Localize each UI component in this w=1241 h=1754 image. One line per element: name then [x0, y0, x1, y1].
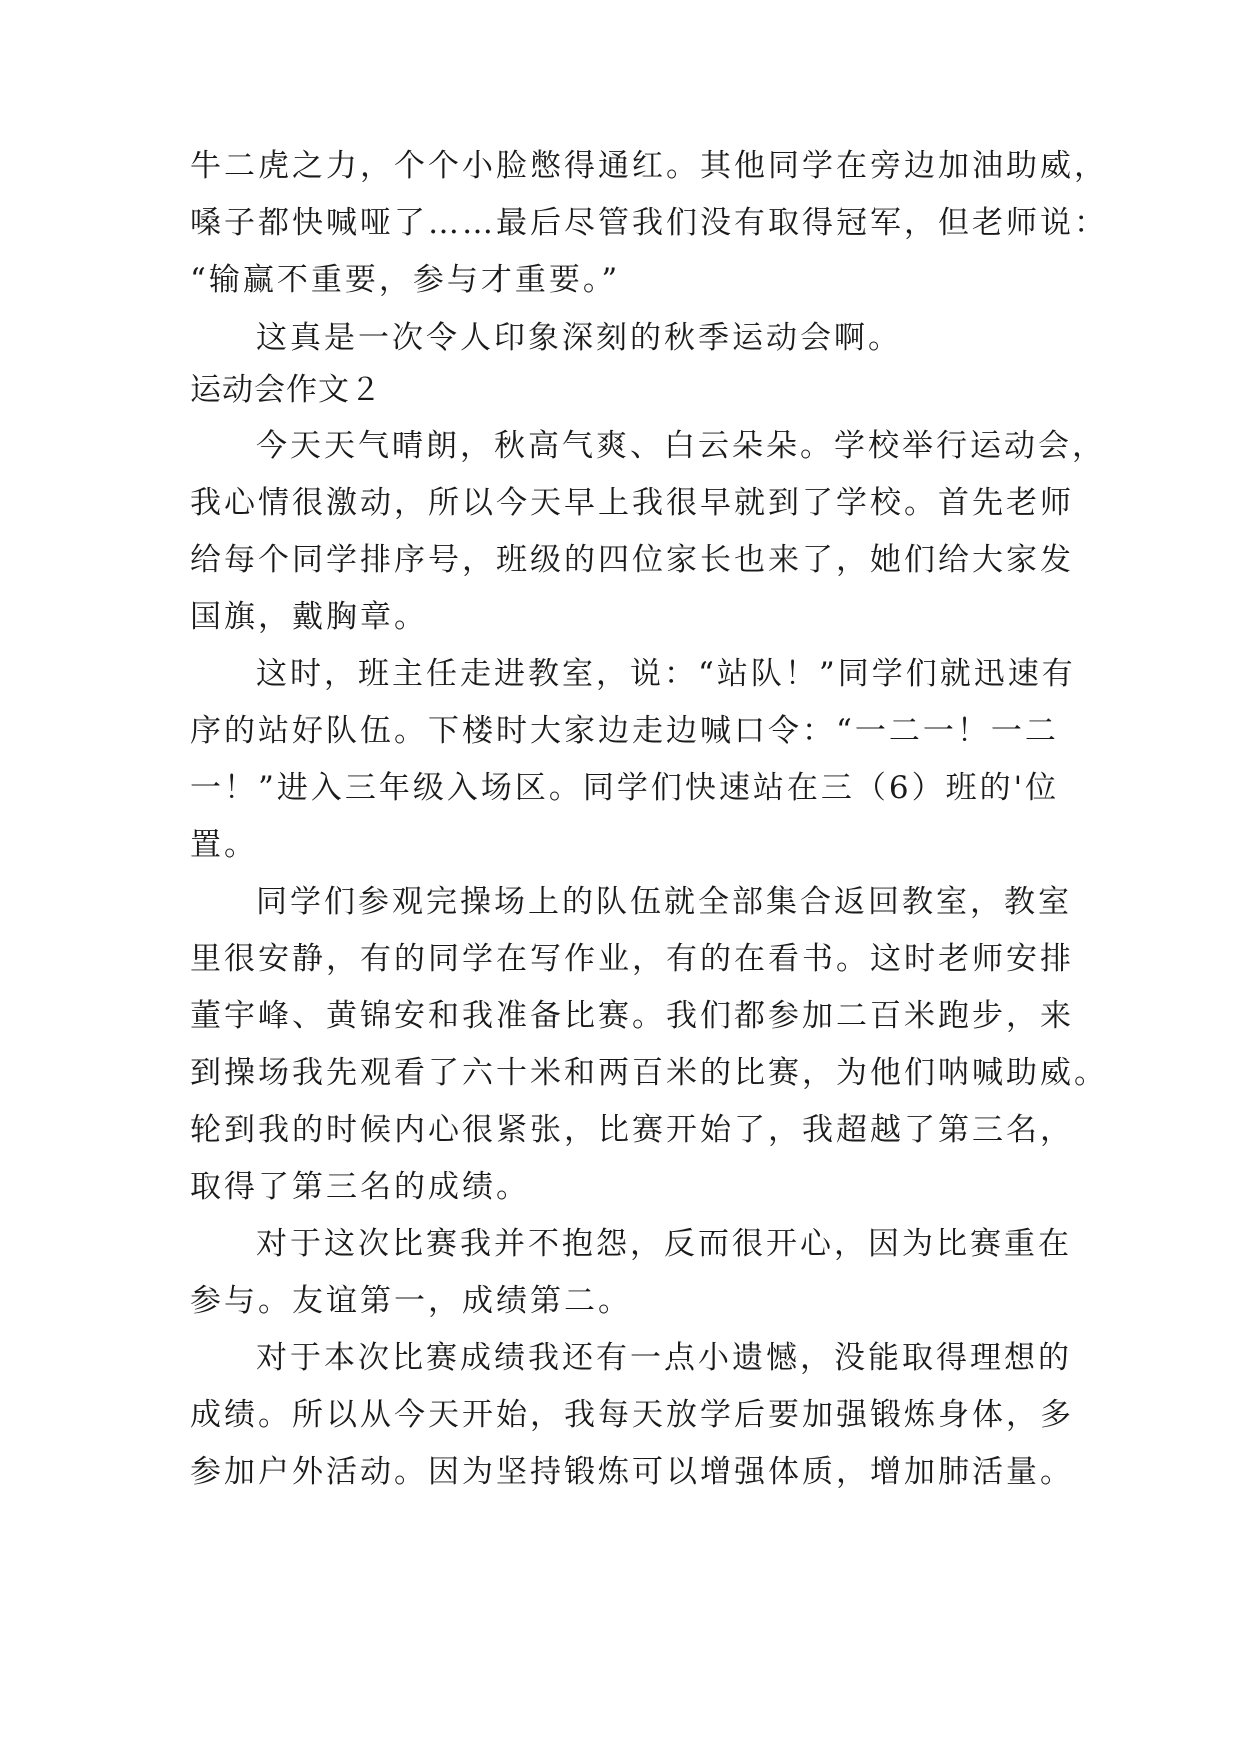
paragraph-2-line-3: 一！”进入三年级入场区。同学们快速站在三（6）班的'位	[190, 770, 1060, 806]
essay-title: 运动会作文２	[190, 372, 382, 408]
paragraph-3-line-4: 到操场我先观看了六十米和两百米的比赛，为他们呐喊助威。	[190, 1055, 1108, 1091]
paragraph-1-line-4: 国旗，戴胸章。	[190, 599, 428, 635]
prev-essay-line-3: “输赢不重要，参与才重要。”	[190, 262, 621, 298]
paragraph-1-line-3: 给每个同学排序号，班级的四位家长也来了，她们给大家发	[190, 542, 1074, 578]
paragraph-3-line-5: 轮到我的时候内心很紧张，比赛开始了，我超越了第三名，	[190, 1112, 1074, 1148]
paragraph-5-line-3: 参加户外活动。因为坚持锻炼可以增强体质，增加肺活量。	[190, 1454, 1074, 1490]
paragraph-3-line-1: 同学们参观完操场上的队伍就全部集合返回教室，教室	[256, 884, 1072, 920]
paragraph-2-line-4: 置。	[190, 827, 258, 863]
prev-essay-closing: 这真是一次令人印象深刻的秋季运动会啊。	[256, 320, 902, 356]
paragraph-3-line-6: 取得了第三名的成绩。	[190, 1169, 530, 1205]
paragraph-1-line-1: 今天天气晴朗，秋高气爽、白云朵朵。学校举行运动会，	[256, 428, 1106, 464]
paragraph-3-line-2: 里很安静，有的同学在写作业，有的在看书。这时老师安排	[190, 941, 1074, 977]
prev-essay-line-2: 嗓子都快喊哑了……最后尽管我们没有取得冠军，但老师说：	[190, 205, 1108, 241]
paragraph-2-line-2: 序的站好队伍。下楼时大家边走边喊口令：“一二一！一二	[190, 713, 1059, 749]
paragraph-3-line-3: 董宇峰、黄锦安和我准备比赛。我们都参加二百米跑步，来	[190, 998, 1074, 1034]
paragraph-5-line-1: 对于本次比赛成绩我还有一点小遗憾，没能取得理想的	[256, 1340, 1072, 1376]
paragraph-5-line-2: 成绩。所以从今天开始，我每天放学后要加强锻炼身体，多	[190, 1397, 1074, 1433]
paragraph-2-line-1: 这时，班主任走进教室，说：“站队！”同学们就迅速有	[256, 656, 1076, 692]
paragraph-4-line-2: 参与。友谊第一，成绩第二。	[190, 1283, 632, 1319]
prev-essay-line-1: 牛二虎之力，个个小脸憋得通红。其他同学在旁边加油助威，	[190, 148, 1108, 184]
paragraph-1-line-2: 我心情很激动，所以今天早上我很早就到了学校。首先老师	[190, 485, 1074, 521]
paragraph-4-line-1: 对于这次比赛我并不抱怨，反而很开心，因为比赛重在	[256, 1226, 1072, 1262]
